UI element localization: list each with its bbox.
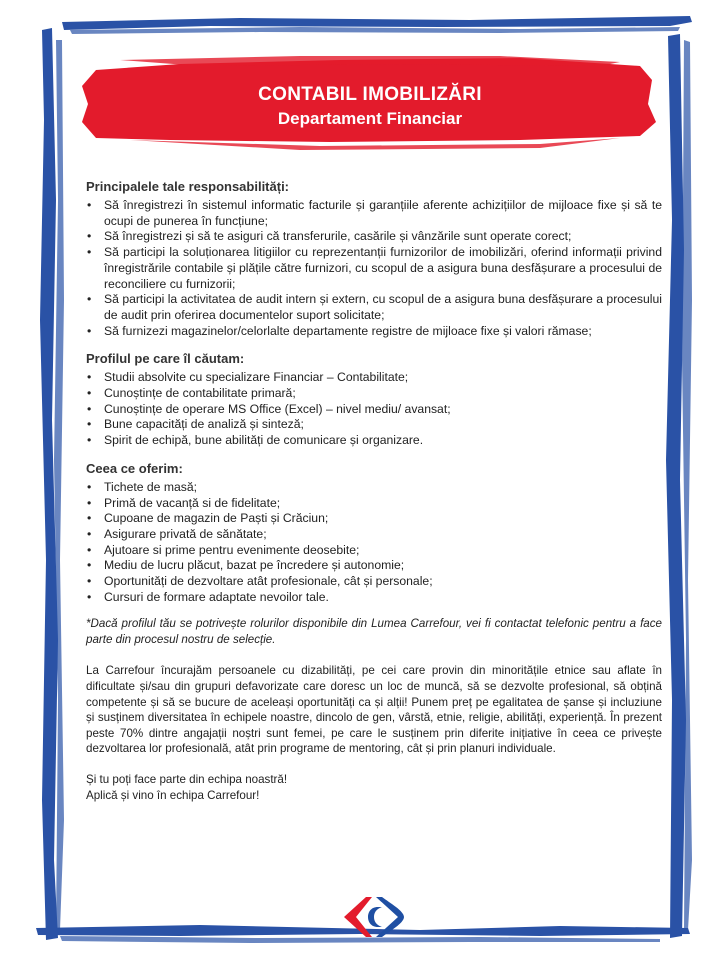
job-title: CONTABIL IMOBILIZĂRI [258, 84, 482, 105]
job-description [86, 178, 662, 803]
list-item: • Cursuri de formare adaptate nevoilor tale. [86, 590, 662, 606]
list-item: • Studii absolvite cu specializare Financiar – Contabilitate; [86, 370, 662, 386]
list-item: • Oportunități de dezvoltare atât profesionale, cât și personale; [86, 574, 662, 590]
list-item: • Cunoștințe de contabilitate primară; [86, 386, 662, 402]
list-item: • Primă de vacanță si de fidelitate; [86, 496, 662, 512]
profile-list [86, 370, 662, 449]
list-item: • Să participi la activitatea de audit intern și extern, cu scopul de a asigura buna desfășurare a procesului de audit prin oferirea documentelor suport solicitate; [86, 292, 662, 323]
header [80, 84, 660, 130]
list-item: • Spirit de echipă, bune abilități de comunicare și organizare. [86, 433, 662, 449]
closing-line-1: Și tu poți face parte din echipa noastră! [86, 773, 288, 787]
list-item: • Mediu de lucru plăcut, bazat pe încredere și autonomie; [86, 558, 662, 574]
list-item: • Ajutoare si prime pentru evenimente deosebite; [86, 543, 662, 559]
list-item: • Să înregistrezi și să te asiguri că transferurile, casările și vânzările sunt operate corect; [86, 229, 662, 245]
benefits-list [86, 480, 662, 606]
list-item: • Asigurare privată de sănătate; [86, 527, 662, 543]
list-item: • Tichete de masă; [86, 480, 662, 496]
list-item: • Să participi la soluționarea litigiilor cu reprezentanții furnizorilor de imobilizări, oferind informații privind înregistrările contabile și plățile către furnizori, cu scopul de a asigura buna desfășurare a procesului de reconciliere cu furnizorii; [86, 245, 662, 292]
selection-note: *Dacă profilul tău se potrivește rolurilor disponibile din Lumea Carrefour, vei fi contactat telefonic pentru a face parte din procesul nostru de selecție. [86, 617, 662, 646]
department-subtitle: Departament Financiar [277, 109, 463, 128]
section-heading-responsibilities: Principalele tale responsabilități: [86, 179, 290, 194]
carrefour-logo [338, 893, 410, 941]
list-item: • Cunoștințe de operare MS Office (Excel) – nivel mediu/ avansat; [86, 402, 662, 418]
section-heading-profile: Profilul pe care îl căutam: [86, 351, 245, 367]
list-item: • Cupoane de magazin de Paști și Crăciun; [86, 511, 662, 527]
list-item: • Să înregistrezi în sistemul informatic facturile și garanțiile aferente achizițiilor de mijloace fixe și să te ocupi de punerea în funcțiune; [86, 198, 662, 229]
closing-line-2: Aplică și vino în echipa Carrefour! [86, 788, 260, 802]
responsibilities-list [86, 198, 662, 339]
list-item: • Să furnizezi magazinelor/celorlalte departamente registre de mijloace fixe și valori rămase; [86, 324, 662, 340]
diversity-paragraph: La Carrefour încurajăm persoanele cu dizabilități, pe cei care provin din minoritățile etnice sau aflate în dificultate și/sau din grupuri defavorizate care doresc un loc de muncă, să se dezvolte profesional, să obțină competente și să se bucure de aceleași oportunități ca și alții! Punem preț pe egalitatea de șanse și incluziune și susținem diversitatea în echipele noastre, dincolo de gen, vârstă, etnie, religie, abilități, experiență. În prezent peste 70% dintre angajații noștri sunt femei, pe care le susținem prin diferite inițiative în ceea ce privește dezvoltarea lor profesională, atât prin programe de mentoring, cât și prin planuri individuale. [86, 664, 662, 756]
closing-text [86, 772, 662, 803]
section-heading-benefits: Ceea ce oferim: [86, 460, 183, 476]
list-item: • Bune capacități de analiză și sinteză; [86, 417, 662, 433]
